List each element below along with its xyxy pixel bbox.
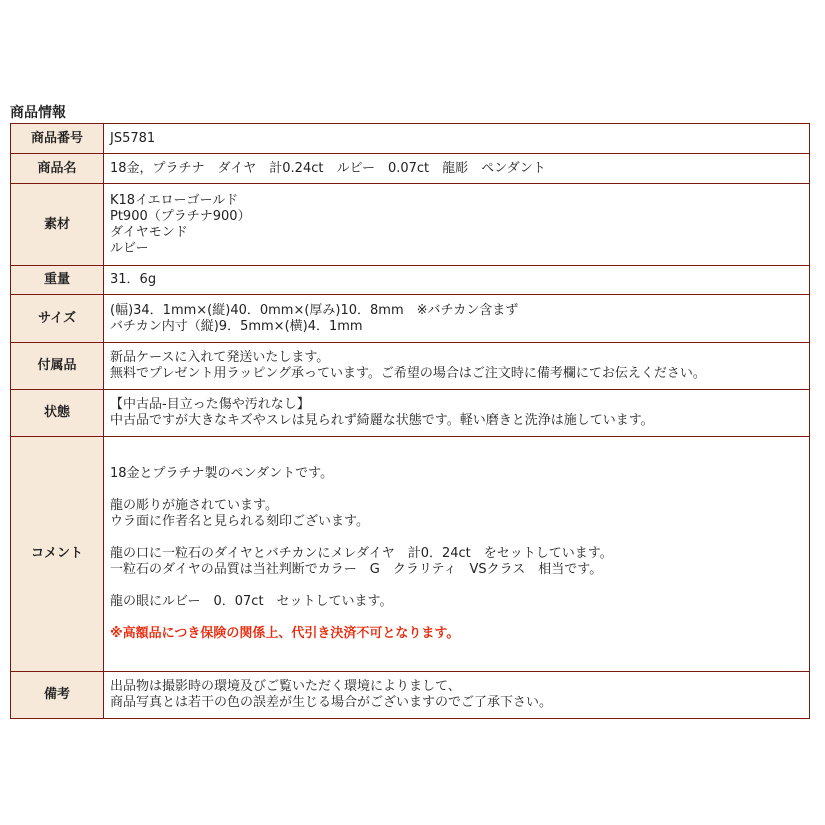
condition-line: 【中古品-目立った傷や汚れなし】 (110, 397, 310, 412)
comment-line: 龍の眼にルビー 0．07ct セットしています。 (110, 594, 393, 609)
value-material (104, 184, 810, 266)
condition-line: 中古品ですが大きなキズやスレは見られず綺麗な状態です。軽い磨きと洗浄は施しています。 (110, 413, 654, 428)
value-product-name: 18金，プラチナ ダイヤ 計0.24ct ルビー 0.07ct 龍彫 ペンダント (104, 154, 810, 184)
row-accessories (11, 343, 810, 390)
label-accessories: 付属品 (11, 343, 104, 390)
label-product-name: 商品名 (11, 154, 104, 184)
product-info-table (10, 123, 810, 719)
comment-line: 龍の口に一粒石のダイヤとバチカンにメレダイヤ 計0．24ct をセットしています。 (110, 546, 613, 561)
row-condition (11, 390, 810, 437)
comment-spacer (110, 578, 805, 594)
material-line: K18イエローゴールド (110, 192, 239, 208)
comment-spacer (110, 482, 805, 498)
row-weight (11, 266, 810, 295)
label-comment: コメント (11, 437, 104, 672)
row-comment (11, 437, 810, 672)
row-material (11, 184, 810, 266)
value-comment (104, 437, 810, 672)
row-notes (11, 672, 810, 719)
label-size: サイズ (11, 295, 104, 343)
comment-line: ウラ面に作者名と見られる刻印ございます。 (110, 514, 369, 529)
notes-line: 出品物は撮影時の環境及びご覧いただく環境によりまして、 (110, 679, 461, 694)
row-product-name (11, 154, 810, 184)
section-title: 商品情報 (10, 105, 66, 121)
label-material: 素材 (11, 184, 104, 266)
value-size (104, 295, 810, 343)
value-accessories (104, 343, 810, 390)
label-product-number: 商品番号 (11, 124, 104, 154)
comment-line: 一粒石のダイヤの品質は当社判断でカラー G クラリティ VSクラス 相当です。 (110, 562, 603, 577)
value-product-number: JS5781 (104, 124, 810, 154)
label-weight: 重量 (11, 266, 104, 295)
comment-line: 龍の彫りが施されています。 (110, 498, 278, 513)
row-size (11, 295, 810, 343)
comment-line: 18金とプラチナ製のペンダントです。 (110, 466, 334, 481)
accessories-line: 無料でプレゼント用ラッピング承っています。ご希望の場合はご注文時に備考欄にてお伝えください。 (110, 366, 706, 381)
label-notes: 備考 (11, 672, 104, 719)
material-line: Pt900（プラチナ900） (110, 208, 251, 224)
value-condition (104, 390, 810, 437)
size-line: バチカン内寸（縦)9．5mm×(横)4．1mm (110, 318, 363, 334)
comment-warning: ※高額品につき保険の関係上、代引き決済不可となります。 (110, 626, 460, 641)
value-notes (104, 672, 810, 719)
material-line: ルビー (110, 240, 149, 256)
row-product-number (11, 124, 810, 154)
accessories-line: 新品ケースに入れて発送いたします。 (110, 350, 330, 365)
notes-line: 商品写真とは若干の色の誤差が生じる場合がございますのでご了承下さい。 (110, 695, 553, 710)
size-line: (幅)34．1mm×(縦)40．0mm×(厚み)10．8mm ※バチカン含まず (110, 302, 519, 318)
label-condition: 状態 (11, 390, 104, 437)
comment-spacer (110, 530, 805, 546)
comment-spacer (110, 610, 805, 626)
material-line: ダイヤモンド (110, 224, 188, 240)
value-weight: 31．6g (104, 266, 810, 295)
